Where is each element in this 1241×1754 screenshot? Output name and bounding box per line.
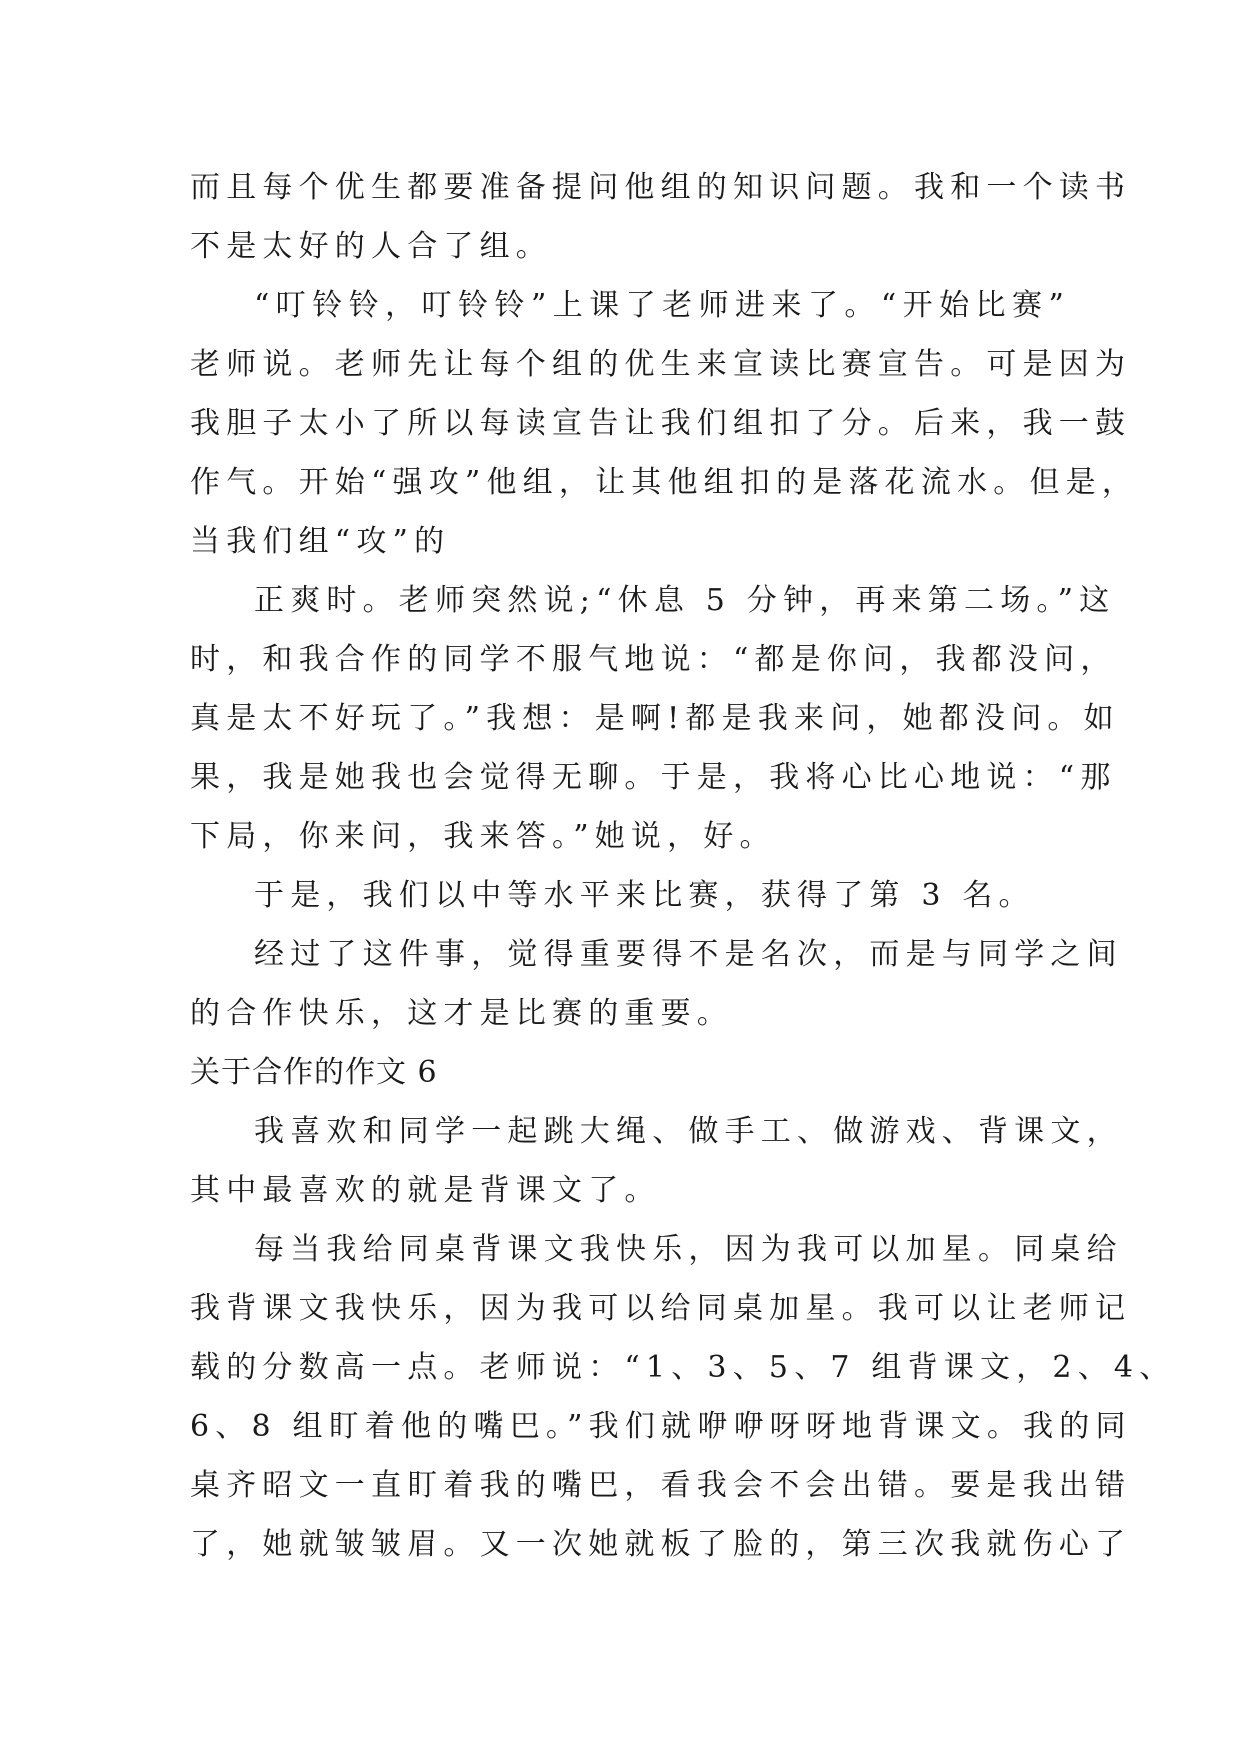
- document-body: [190, 158, 1176, 1574]
- text-line: 真是太不好玩了。”我想：是啊!都是我来问，她都没问。如: [190, 701, 1120, 736]
- text-line: 而且每个优生都要准备提问他组的知识问题。我和一个读书: [190, 170, 1132, 205]
- text-line: 老师说。老师先让每个组的优生来宣读比赛宣告。可是因为: [190, 347, 1132, 382]
- text-line: 6、8 组盯着他的嘴巴。”我们就咿咿呀呀地背课文。我的同: [190, 1409, 1132, 1444]
- text-line: “叮铃铃，叮铃铃”上课了老师进来了。“开始比赛”: [254, 288, 1070, 323]
- text-line: 桌齐昭文一直盯着我的嘴巴，看我会不会出错。要是我出错: [190, 1468, 1132, 1503]
- text-line: 我胆子太小了所以每读宣告让我们组扣了分。后来，我一鼓: [190, 406, 1132, 441]
- text-line: 不是太好的人合了组。: [190, 229, 552, 264]
- section-heading: 关于合作的作文 6: [190, 1055, 438, 1090]
- text-line: 我背课文我快乐，因为我可以给同桌加星。我可以让老师记: [190, 1291, 1132, 1326]
- text-line: 载的分数高一点。老师说：“1、3、5、7 组背课文，2、4、: [190, 1350, 1176, 1385]
- text-line: 的合作快乐，这才是比赛的重要。: [190, 996, 733, 1031]
- text-line: 下局，你来问，我来答。”她说，好。: [190, 819, 776, 854]
- text-line: 经过了这件事，觉得重要得不是名次，而是与同学之间: [254, 937, 1123, 972]
- text-line: 每当我给同桌背课文我快乐，因为我可以加星。同桌给: [254, 1232, 1123, 1267]
- text-line: 其中最喜欢的就是背课文了。: [190, 1173, 661, 1208]
- text-line: 作气。开始“强攻”他组，让其他组扣的是落花流水。但是，: [190, 465, 1139, 500]
- text-line: 果，我是她我也会觉得无聊。于是，我将心比心地说：“那: [190, 760, 1117, 795]
- text-line: 了，她就皱皱眉。又一次她就板了脸的，第三次我就伤心了: [190, 1527, 1132, 1562]
- text-line: 时，和我合作的同学不服气地说：“都是你问，我都没问，: [190, 642, 1117, 677]
- text-line: 正爽时。老师突然说;“休息 5 分钟，再来第二场。”这: [254, 583, 1116, 618]
- text-line: 当我们组“攻”的: [190, 524, 451, 559]
- text-line: 于是，我们以中等水平来比赛，获得了第 3 名。: [254, 878, 1035, 913]
- text-line: 我喜欢和同学一起跳大绳、做手工、做游戏、背课文，: [254, 1114, 1123, 1149]
